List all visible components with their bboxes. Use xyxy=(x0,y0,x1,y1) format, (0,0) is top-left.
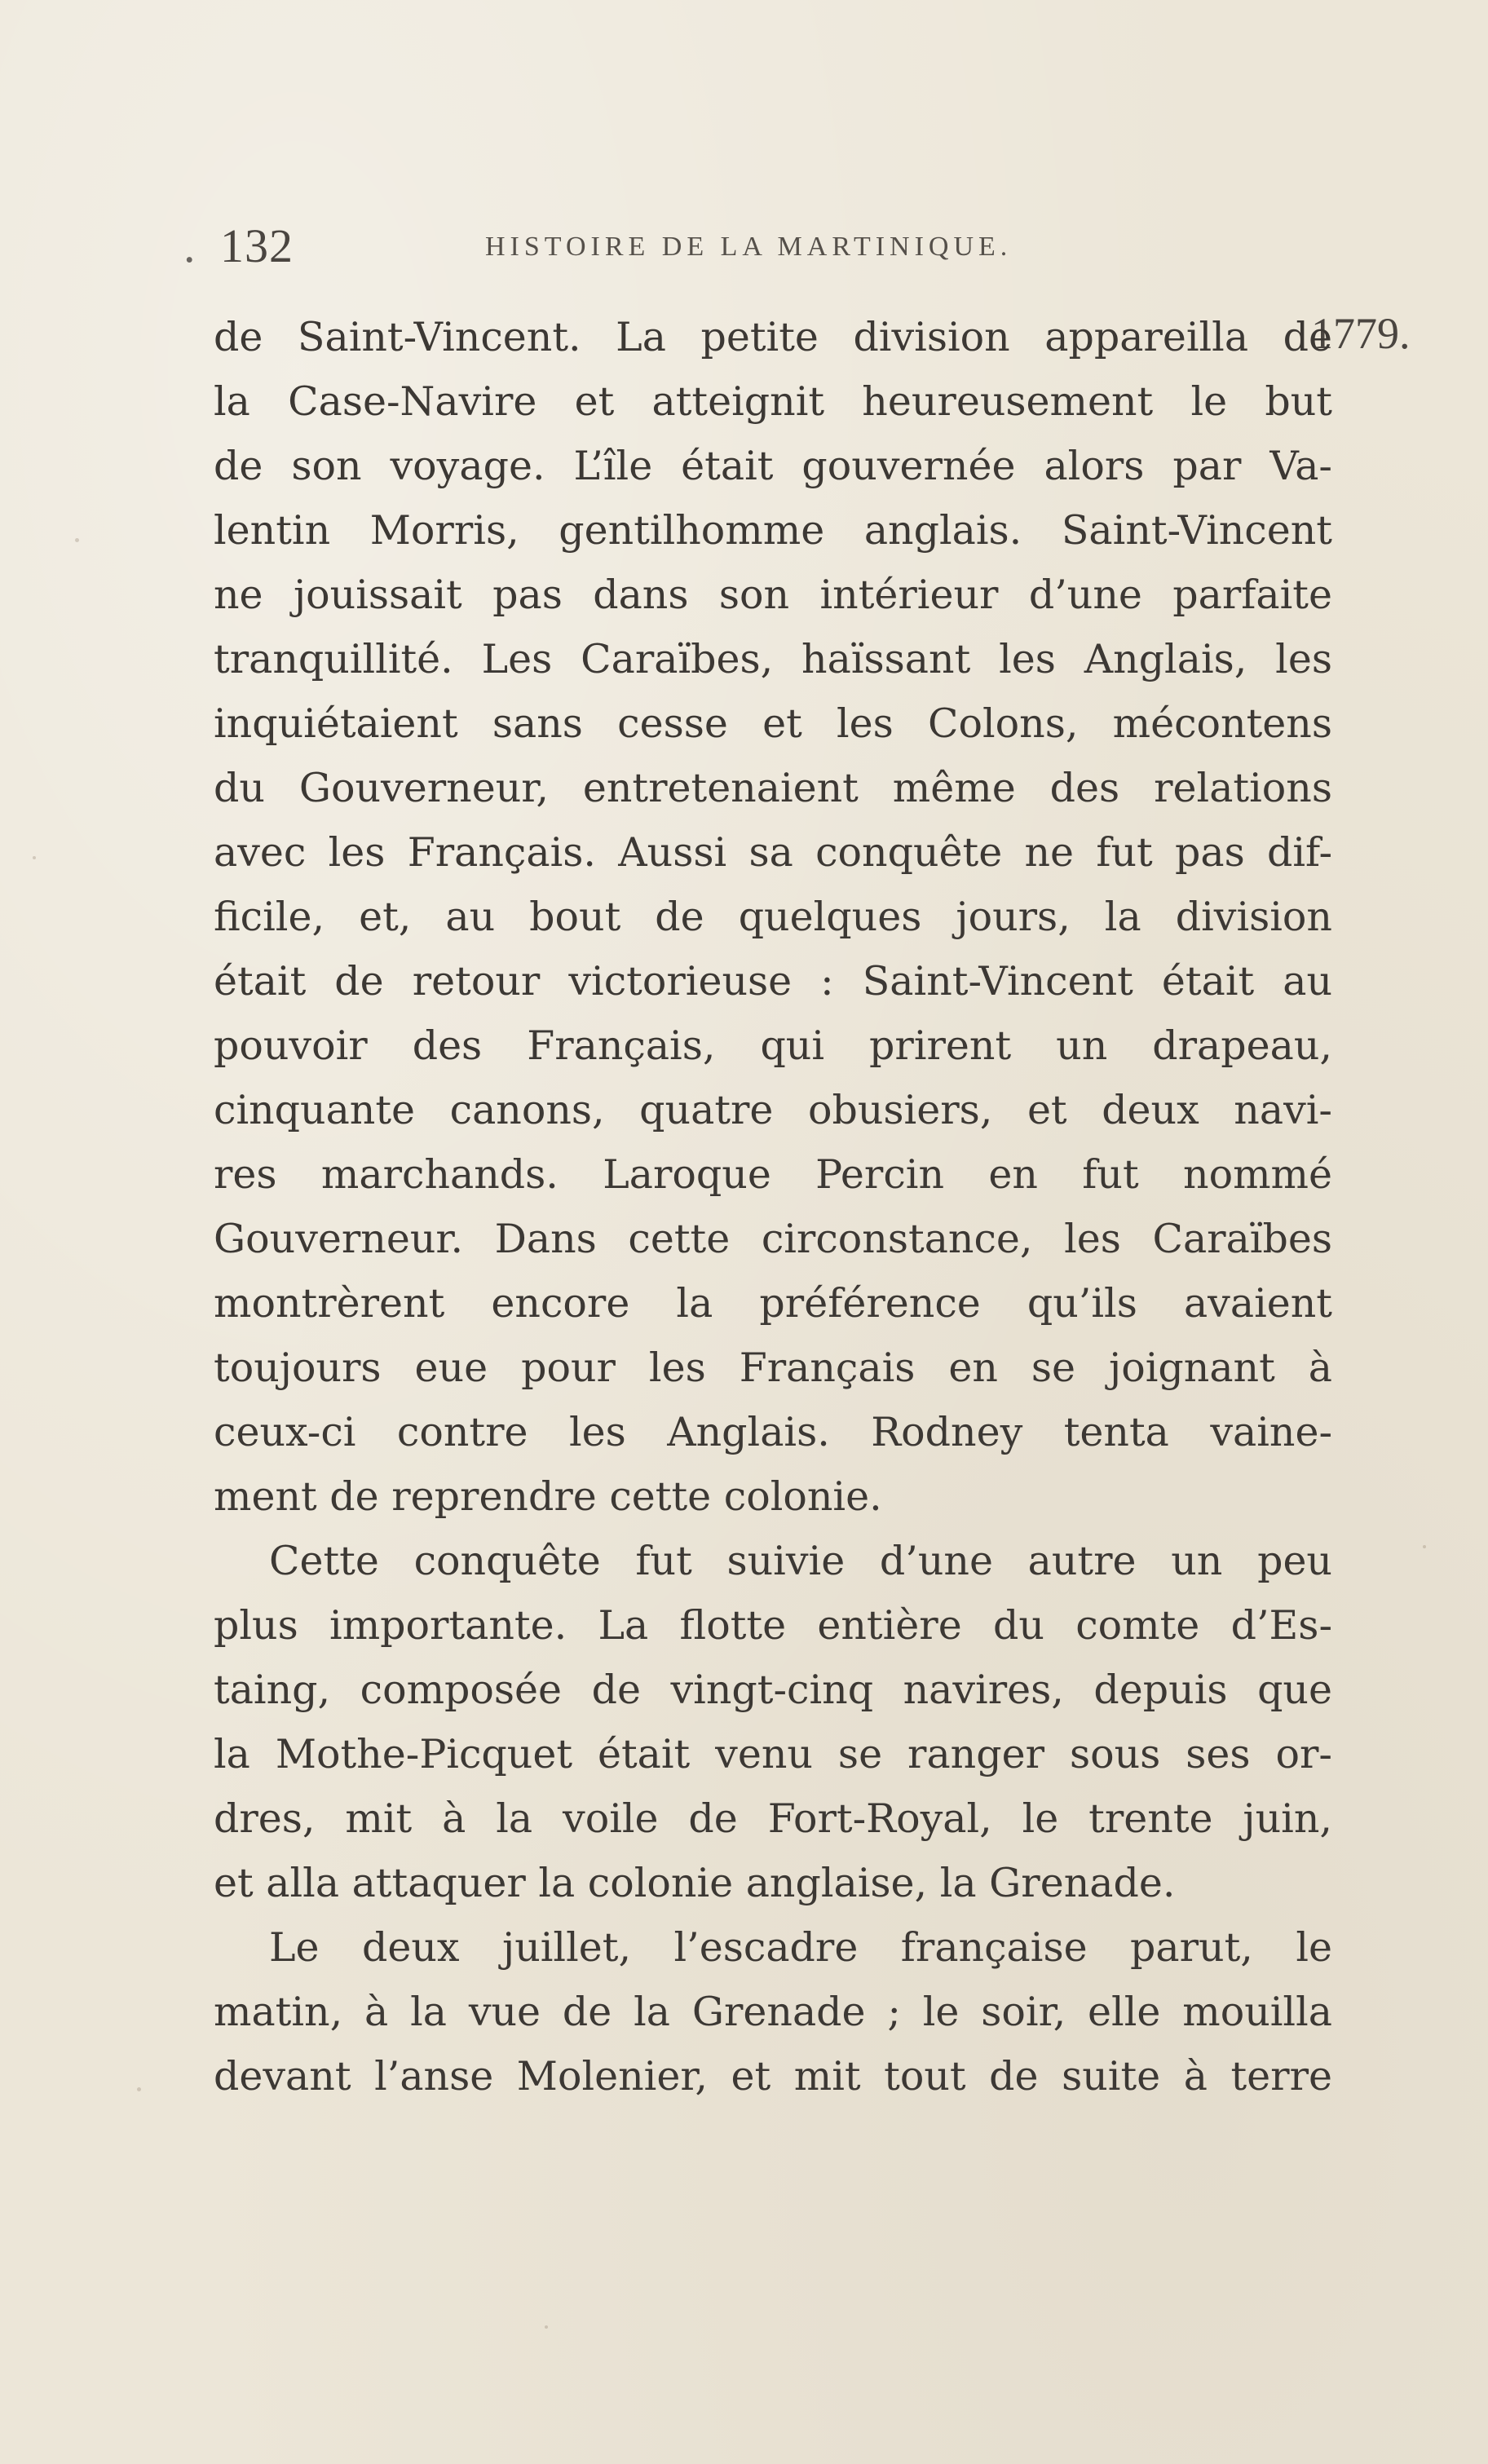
text-line: avec les Français. Aussi sa conquête ne fut pas dif- xyxy=(214,829,1332,876)
page-number: 132 xyxy=(220,219,294,272)
paper-speck xyxy=(75,538,79,542)
margin-date: 1779. xyxy=(1311,309,1411,358)
text-line: la Mothe-Picquet était venu se ranger sous ses or- xyxy=(214,1731,1332,1777)
text-line: ment de reprendre cette colonie. xyxy=(214,1473,882,1520)
text-line: cinquante canons, quatre obusiers, et deux navi- xyxy=(214,1087,1332,1133)
text-line: taing, composée de vingt-cinq navires, depuis que xyxy=(214,1667,1332,1713)
text-line: du Gouverneur, entretenaient même des relations xyxy=(214,765,1332,811)
page-number-prefix: . xyxy=(183,219,196,272)
text-line: plus importante. La flotte entière du comte d’Es- xyxy=(214,1602,1332,1649)
text-line: tranquillité. Les Caraïbes, haïssant les Anglais, les xyxy=(214,636,1332,682)
text-line: de son voyage. L’île était gouvernée alors par Va- xyxy=(214,443,1332,489)
text-line: inquiétaient sans cesse et les Colons, mécontens xyxy=(214,700,1332,747)
text-line: ceux-ci contre les Anglais. Rodney tenta vaine- xyxy=(214,1409,1332,1455)
paper-speck xyxy=(33,856,36,859)
paper-speck xyxy=(545,2325,548,2329)
text-line: ficile, et, au bout de quelques jours, la division xyxy=(214,894,1332,940)
text-line: Gouverneur. Dans cette circonstance, les Caraïbes xyxy=(214,1216,1332,1262)
text-line: la Case-Navire et atteignit heureusement le but xyxy=(214,378,1332,425)
paper-speck xyxy=(1423,1545,1426,1548)
paragraph-first-line: Le deux juillet, l’escadre française parut, le xyxy=(269,1924,1332,1971)
text-line: dres, mit à la voile de Fort-Royal, le trente juin, xyxy=(214,1795,1332,1842)
text-line: montrèrent encore la préférence qu’ils avaient xyxy=(214,1280,1332,1327)
paper-speck xyxy=(137,2087,141,2091)
text-line: et alla attaquer la colonie anglaise, la Grenade. xyxy=(214,1860,1176,1906)
page-header xyxy=(183,219,1325,284)
text-line: était de retour victorieuse : Saint-Vincent était au xyxy=(214,958,1332,1005)
text-line: ne jouissait pas dans son intérieur d’une parfaite xyxy=(214,572,1332,618)
text-line: de Saint-Vincent. La petite division appareilla de xyxy=(214,314,1332,360)
body-text xyxy=(214,305,1332,2109)
text-line: devant l’anse Molenier, et mit tout de suite à terre xyxy=(214,2053,1332,2100)
text-line: matin, à la vue de la Grenade ; le soir, elle mouilla xyxy=(214,1989,1332,2035)
text-line: lentin Morris, gentilhomme anglais. Saint-Vincent xyxy=(214,507,1332,554)
text-line: pouvoir des Français, qui prirent un drapeau, xyxy=(214,1022,1332,1069)
paragraph-first-line: Cette conquête fut suivie d’une autre un peu xyxy=(269,1538,1332,1584)
text-line: res marchands. Laroque Percin en fut nommé xyxy=(214,1151,1332,1198)
running-title: HISTOIRE DE LA MARTINIQUE. xyxy=(485,232,1013,262)
text-line: toujours eue pour les Français en se joignant à xyxy=(214,1345,1332,1391)
